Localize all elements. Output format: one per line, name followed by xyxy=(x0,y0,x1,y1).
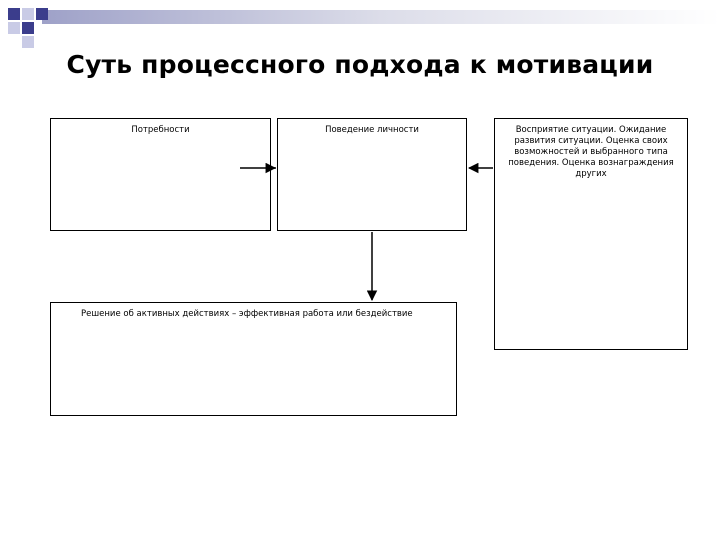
perception-box xyxy=(494,118,688,350)
behavior-label: Поведение личности xyxy=(325,125,419,135)
decision-label: Решение об активных действиях – эффективная работа или бездействие xyxy=(81,309,413,319)
perception-label: Восприятие ситуации. Ожидание развития ситуации. Оценка своих возможностей и выбранного типа поведения. Оценка вознаграждения других xyxy=(508,125,674,179)
needs-box xyxy=(50,118,271,231)
header-decoration xyxy=(0,0,720,48)
decision-box xyxy=(50,302,457,416)
needs-label: Потребности xyxy=(131,125,190,135)
behavior-box xyxy=(277,118,467,231)
slide-title: Суть процессного подхода к мотивации xyxy=(66,50,654,79)
